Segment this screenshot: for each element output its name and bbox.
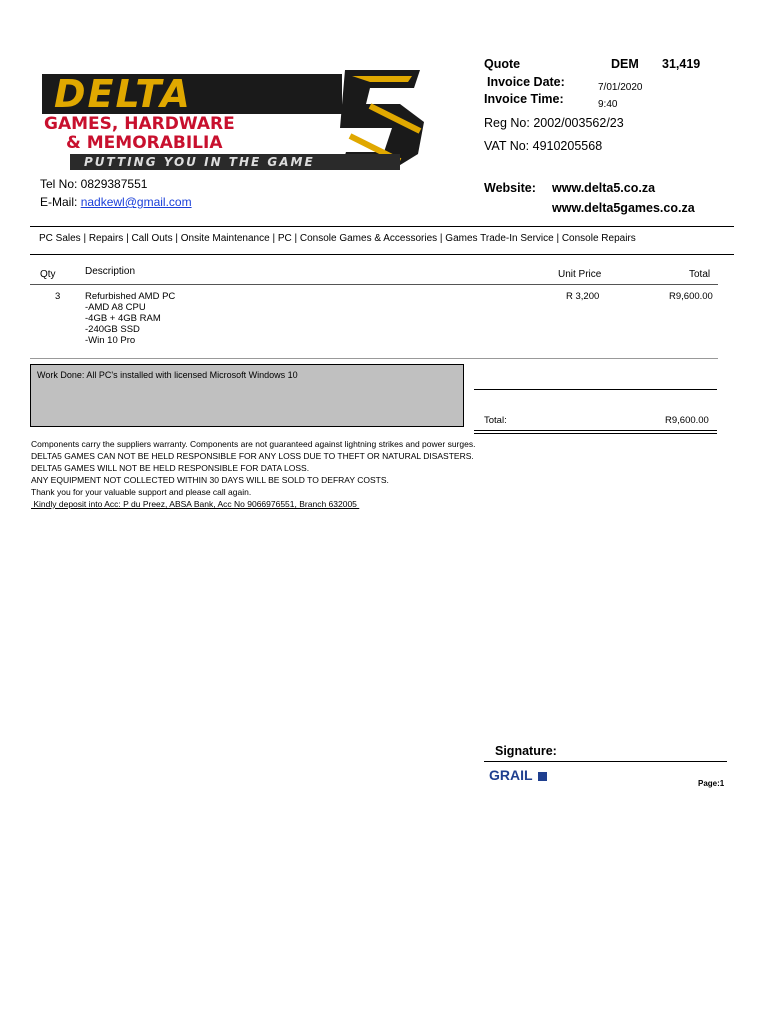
grail-mark-icon	[538, 772, 547, 781]
email-label: E-Mail:	[40, 195, 78, 209]
divider-top	[30, 226, 734, 227]
services-list: PC Sales | Repairs | Call Outs | Onsite Maintenance | PC | Console Games & Accessories | Games Trade-In Service | Console Repairs	[39, 233, 636, 244]
page-number: Page:1	[698, 779, 725, 788]
logo-brand-text: DELTA	[54, 72, 192, 116]
total-label: Total:	[484, 415, 507, 426]
quote-number: 31,419	[662, 57, 701, 71]
company-logo	[40, 66, 424, 176]
note-line: Thank you for your valuable support and please call again.	[31, 487, 252, 497]
note-line: Components carry the suppliers warranty. Components are not guaranteed against lightning strikes and power surges.	[31, 439, 476, 449]
description-line: -4GB + 4GB RAM	[85, 313, 161, 324]
grail-logo	[489, 767, 547, 783]
quote-label: Quote	[484, 57, 521, 71]
email-link[interactable]: nadkewl@gmail.com	[80, 195, 192, 209]
row-total: R9,600.00	[669, 291, 713, 302]
website-label: Website:	[484, 181, 536, 195]
signature-line	[484, 761, 727, 762]
row-unit-price: R 3,200	[566, 291, 600, 302]
total-value: R9,600.00	[665, 415, 709, 426]
logo-tagline: PUTTING YOU IN THE GAME	[84, 155, 315, 169]
vat-number: VAT No: 4910205568	[484, 139, 603, 153]
terms-notes	[31, 438, 475, 498]
note-line: DELTA5 GAMES CAN NOT BE HELD RESPONSIBLE FOR ANY LOSS DUE TO THEFT OR NATURAL DISASTERS.	[31, 451, 474, 461]
quote-prefix: DEM	[611, 57, 639, 71]
divider-table-end	[30, 358, 718, 359]
divider-services	[30, 254, 734, 255]
website-2[interactable]: www.delta5games.co.za	[552, 201, 695, 215]
invoice-time-label: Invoice Time:	[484, 92, 564, 106]
website-1[interactable]: www.delta5.co.za	[552, 181, 656, 195]
col-unit-price-header: Unit Price	[558, 269, 602, 280]
reg-number: Reg No: 2002/003562/23	[484, 116, 624, 130]
work-done-text: Work Done: All PC's installed with licensed Microsoft Windows 10	[37, 370, 298, 380]
invoice-date: 7/01/2020	[598, 82, 643, 93]
signature-label: Signature:	[495, 744, 557, 758]
divider-subtotal	[474, 389, 717, 390]
tel-number: Tel No: 0829387551	[40, 177, 148, 191]
col-total-header: Total	[689, 269, 711, 280]
description-line: Refurbished AMD PC	[85, 291, 176, 302]
grail-text: GRAIL	[489, 767, 533, 783]
email-row	[40, 195, 192, 209]
row-description	[85, 291, 175, 346]
invoice-time: 9:40	[598, 99, 618, 110]
description-line: -Win 10 Pro	[85, 335, 136, 346]
row-qty: 3	[55, 291, 61, 302]
logo-line2: & MEMORABILIA	[66, 133, 223, 153]
col-qty-header: Qty	[40, 269, 56, 280]
description-line: -240GB SSD	[85, 324, 140, 335]
logo-line1: GAMES, HARDWARE	[44, 114, 235, 134]
divider-total-2	[474, 433, 717, 434]
divider-table-header	[30, 284, 718, 285]
col-description-header: Description	[85, 266, 136, 277]
invoice-date-label: Invoice Date:	[487, 75, 565, 89]
note-line: ANY EQUIPMENT NOT COLLECTED WITHIN 30 DAYS WILL BE SOLD TO DEFRAY COSTS.	[31, 475, 389, 485]
deposit-instructions: Kindly deposit into Acc: P du Preez, ABSA Bank, Acc No 9066976551, Branch 632005	[31, 499, 360, 509]
work-done-box	[30, 364, 464, 427]
note-line: DELTA5 GAMES WILL NOT BE HELD RESPONSIBLE FOR DATA LOSS.	[31, 463, 310, 473]
divider-total-1	[474, 430, 717, 431]
description-line: -AMD A8 CPU	[85, 302, 146, 313]
